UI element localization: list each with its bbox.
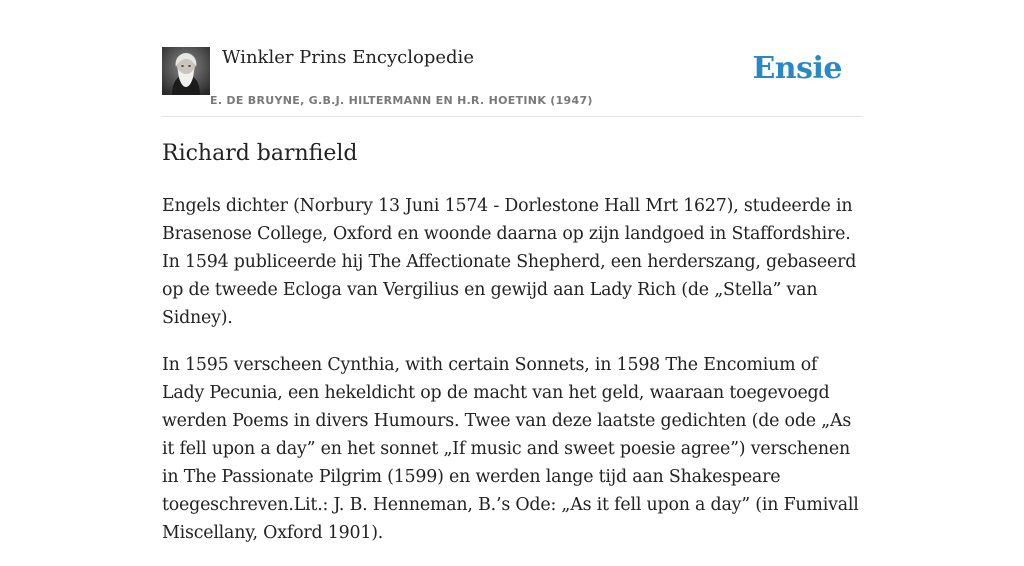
page-container [162,0,862,543]
source-header [162,0,862,117]
portrait-icon [162,47,210,95]
ensie-logo-link[interactable]: Ensie [752,51,842,86]
article-paragraph: Engels dichter (Norbury 13 Juni 1574 - Dorlestone Hall Mrt 1627), studeerde in Brasenose College, Oxford en woonde daarna op zijn landgoed in Staffordshire. In 1594 publiceerde hij The Affectionate Shepherd, een herderszang, gebaseerd op de tweede Ecloga van Vergilius en gewijd aan Lady Rich (de „Stella” van Sidney). [162,196,857,328]
article-body [162,192,862,566]
article-paragraph: In 1595 verscheen Cynthia, with certain Sonnets, in 1598 The Encomium of Lady Pecunia, een hekeldicht op de macht van het geld, waaraan toegevoegd werden Poems in divers Humours. Twee van deze laatste gedichten (de ode „As it fell upon a day” en het sonnet „If music and sweet poesie agree”) verschenen in The Passionate Pilgrim (1599) en werden lange tijd aan Shakespeare toegeschreven.Lit.: J. B. Henneman, B.’s Ode: „As it fell upon a day” (in Fumivall Miscellany, Oxford 1901). [162,355,859,543]
source-authors: E. DE BRUYNE, G.B.J. HILTERMANN EN H.R. HOETINK (1947) [210,94,593,107]
article-title: Richard barnfield [162,141,358,166]
source-avatar[interactable] [162,47,210,95]
source-title[interactable]: Winkler Prins Encyclopedie [222,47,474,68]
